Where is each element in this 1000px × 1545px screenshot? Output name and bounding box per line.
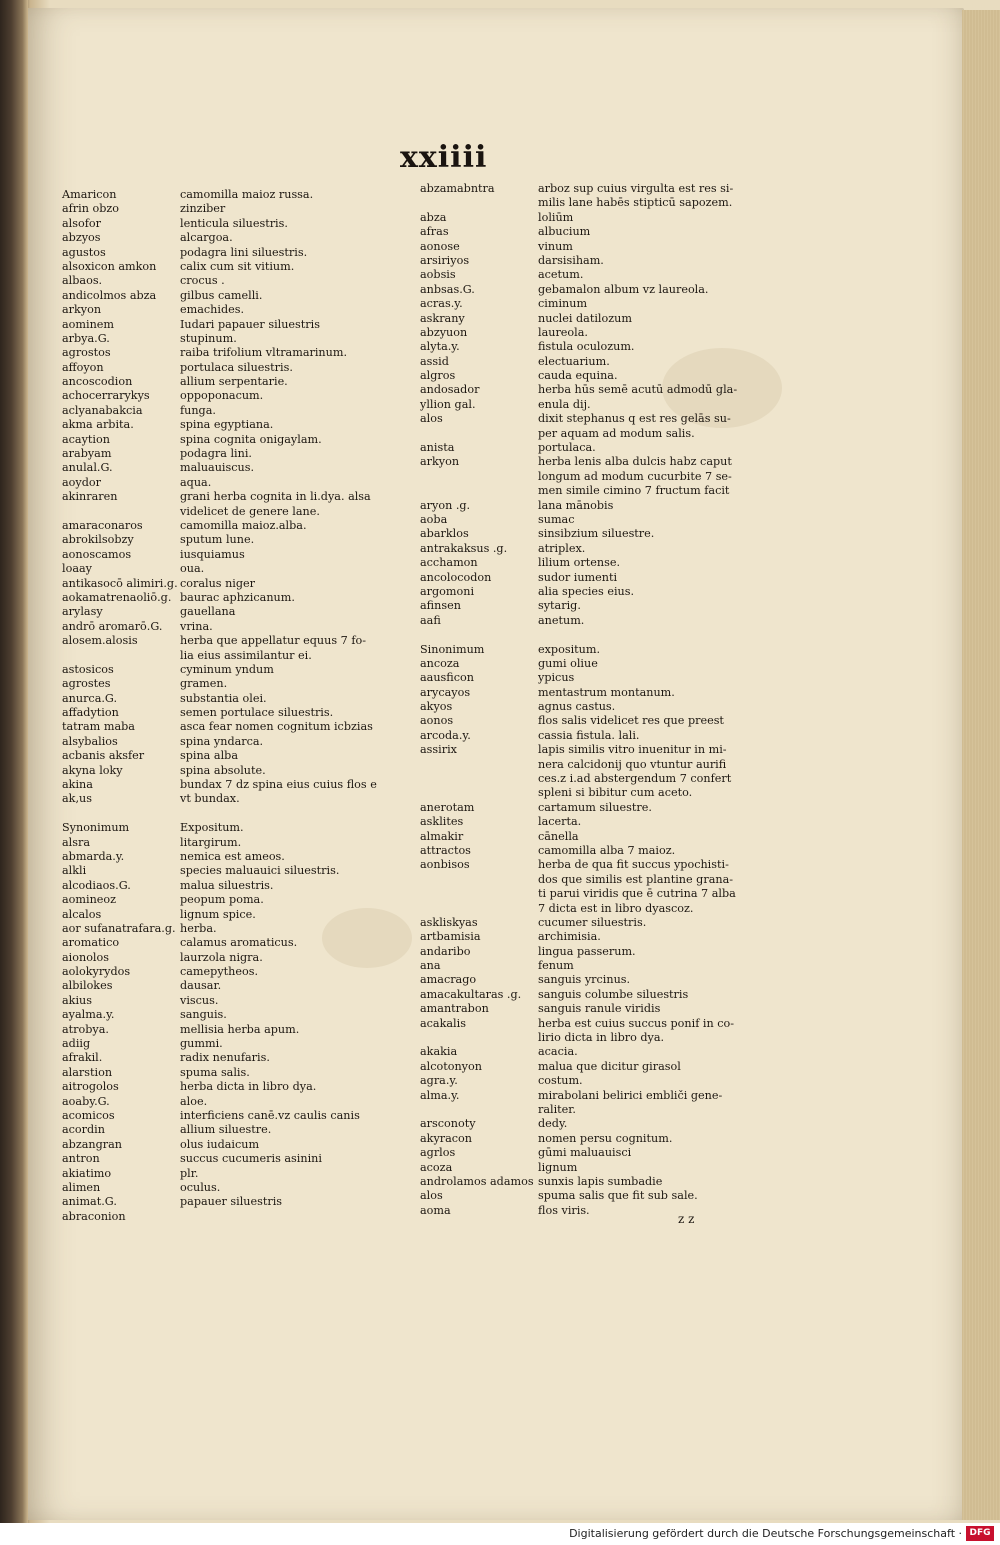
right-term-line (420, 786, 530, 800)
left-definition-line: cyminum yndum (180, 662, 274, 676)
left-definition-line: laurzola nigra. (180, 950, 263, 964)
right-definition-line: herba lenis alba dulcis habz caput (538, 455, 732, 469)
right-definition-line: darsisiham. (538, 253, 604, 267)
left-term-line: afrin obzo (62, 202, 120, 216)
left-definition-line: oua. (180, 562, 205, 576)
right-term-line: afinsen (420, 599, 461, 613)
right-definition-line: loliūm (538, 210, 574, 224)
left-term-line (62, 807, 172, 821)
page-fore-edge (962, 10, 1000, 1520)
right-term-line: acakalis (420, 1016, 466, 1030)
left-term-line: abraconion (62, 1209, 126, 1223)
left-definition-line: mellisia herba apum. (180, 1022, 300, 1036)
right-term-line: anerotam (420, 800, 475, 814)
left-definition-line: vrina. (180, 619, 213, 633)
right-definition-line: lilium ortense. (538, 556, 621, 570)
right-term-line: anbsas.G. (420, 282, 475, 296)
left-definition-line: Iudari papauer siluestris (180, 317, 320, 331)
right-term-line: alos (420, 1189, 443, 1203)
right-term-line (420, 758, 530, 772)
right-definition-line: lapis similis vitro inuenitur in mi- (538, 743, 727, 757)
right-definition-line: cauda equina. (538, 369, 618, 383)
footer-credit-text: Digitalisierung gefördert durch die Deutsche Forschungsgemeinschaft · (569, 1527, 962, 1540)
left-term-line: arkyon (62, 303, 102, 317)
right-term-line: amantrabon (420, 1002, 489, 1016)
right-definition-line: sunxis lapis sumbadie (538, 1174, 663, 1188)
left-definition-line: viscus. (180, 993, 219, 1007)
left-term-line: arbya.G. (62, 331, 110, 345)
right-term-line (420, 873, 530, 887)
left-definition-line: bundax 7 dz spina eius cuius flos e (180, 778, 377, 792)
right-term-line: acras.y. (420, 297, 463, 311)
right-term-line: alos (420, 412, 443, 426)
right-term-line: askrany (420, 311, 465, 325)
right-term-line: alcotonyon (420, 1059, 482, 1073)
left-definition-line: oculus. (180, 1180, 221, 1194)
right-definition-line: sinsibzium siluestre. (538, 527, 655, 541)
left-term-line: agrostos (62, 346, 111, 360)
right-term-line: akakia (420, 1045, 458, 1059)
right-definition-line: ypicus (538, 671, 575, 685)
left-definition-line: spina alba (180, 749, 238, 763)
left-term-line: aominem (62, 317, 115, 331)
left-definition-line: maluauiscus. (180, 461, 255, 475)
left-term-line: animat.G. (62, 1195, 117, 1209)
left-term-line: abrokilsobzy (62, 533, 134, 547)
left-definition-line: alcargoa. (180, 231, 233, 245)
right-definition-line: sudor iumenti (538, 570, 618, 584)
left-definition-line: interficiens canē.vz caulis canis (180, 1109, 360, 1122)
right-definition-line: albucium (538, 225, 591, 239)
left-definition-line: raiba trifolium vltramarinum. (180, 346, 347, 360)
right-term-line: attractos (420, 843, 471, 857)
right-term-line: alyta.y. (420, 340, 460, 354)
right-term-line: assirix (420, 743, 457, 757)
right-term-line: artbamisia (420, 930, 481, 944)
left-definition-line: herba. (180, 921, 217, 935)
right-definition-line: agnus castus. (538, 700, 616, 714)
right-definition-line: herba hūs semē acutū admodū gla- (538, 383, 738, 397)
right-definition-line: gumi oliue (538, 656, 598, 670)
left-term-line: alkli (62, 864, 87, 878)
right-term-line (420, 470, 530, 484)
right-definition-line: alia species eius. (538, 584, 635, 598)
right-definition-line: malua que dicitur girasol (538, 1059, 681, 1073)
right-definition-line: ti parui viridis que ē cutrina 7 alba (538, 887, 736, 901)
right-term-line: aoma (420, 1203, 451, 1217)
left-definition-line: videlicet de genere lane. (180, 504, 320, 518)
right-definition-line: cartamum siluestre. (538, 800, 652, 814)
left-term-line: akiatimo (62, 1166, 112, 1180)
left-definition-line: herba que appellatur equus 7 fo- (180, 634, 366, 648)
left-definition-line: aqua. (180, 475, 212, 489)
left-definition-line (180, 807, 380, 821)
right-definition-line: raliter. (538, 1103, 576, 1116)
right-definition-line: sumac (538, 512, 575, 526)
left-definition-line: baurac aphzicanum. (180, 590, 295, 604)
left-term-line: Amaricon (62, 188, 117, 201)
left-definition-line: herba dicta in libro dya. (180, 1080, 317, 1094)
left-definition-line: dausar. (180, 979, 222, 993)
left-term-line: amaraconaros (62, 518, 143, 532)
left-definition-line: nemica est ameos. (180, 849, 285, 863)
right-term-line: abarklos (420, 527, 469, 541)
left-definition-line: semen portulace siluestris. (180, 706, 334, 720)
right-term-line: ancoza (420, 656, 460, 670)
right-definition-line: nera calcidonij quo vtuntur aurifi (538, 757, 727, 771)
right-definition-line: expositum. (538, 642, 601, 656)
right-term-line: acoza (420, 1160, 453, 1174)
right-term-line: agrlos (420, 1146, 456, 1160)
left-definition-line: crocus . (180, 274, 225, 288)
left-definition-line: camepytheos. (180, 965, 259, 979)
right-definition-line: gūmi maluauisci (538, 1146, 632, 1160)
left-term-line: abmarda.y. (62, 849, 125, 863)
right-term-line: asklites (420, 815, 464, 829)
right-definition-line: nuclei datilozum (538, 311, 632, 325)
left-definition-line: gummi. (180, 1037, 223, 1051)
left-definition-line: coralus niger (180, 576, 256, 590)
left-definition-line: portulaca siluestris. (180, 360, 293, 374)
left-definition-line: sputum lune. (180, 533, 255, 547)
left-term-line: astosicos (62, 662, 114, 676)
left-definition-line: zinziber (180, 202, 226, 216)
right-definition-line: lirio dicta in libro dya. (538, 1031, 665, 1045)
right-term-line: aonose (420, 239, 460, 253)
left-definition-line: asca fear nomen cognitum icbzias (180, 720, 373, 734)
right-definition-line: men simile cimino 7 fructum facit (538, 484, 730, 498)
left-definition-line: Expositum. (180, 821, 244, 835)
left-definition-line: radix nenufaris. (180, 1051, 270, 1065)
left-term-line: aionolos (62, 950, 109, 964)
right-term-line: andaribo (420, 944, 471, 958)
right-definition-line: camomilla alba 7 maioz. (538, 843, 676, 857)
right-definition-line: sytarig. (538, 599, 581, 613)
left-term-line: abzangran (62, 1137, 122, 1151)
right-term-line: alma.y. (420, 1088, 460, 1102)
right-definition-line: per aquam ad modum salis. (538, 426, 695, 440)
left-term-line: ancoscodion (62, 375, 133, 389)
right-definition-line: milis lane habēs stipticū sapozem. (538, 196, 733, 210)
right-definition-line: lingua passerum. (538, 944, 636, 958)
right-term-line: akyracon (420, 1131, 472, 1145)
right-term-line (420, 772, 530, 786)
left-definition-line (180, 1210, 380, 1224)
left-definition-line: lenticula siluestris. (180, 216, 288, 230)
left-term-line: alsoxicon amkon (62, 259, 157, 273)
quire-signature: z z (678, 1212, 695, 1226)
left-definition-line: gilbus camelli. (180, 288, 263, 302)
right-term-line (420, 887, 530, 901)
right-definition-line: cucumer siluestris. (538, 915, 647, 929)
right-definition-line: sanguis yrcinus. (538, 973, 631, 987)
left-term-line: akina (62, 778, 93, 792)
left-definition-line: podagra lini siluestris. (180, 245, 308, 259)
left-term-line: albilokes (62, 979, 113, 993)
right-term-line: aausficon (420, 671, 474, 685)
right-term-line: akyos (420, 700, 453, 714)
right-term-line: arsiriyos (420, 253, 470, 267)
left-definition-line: calix cum sit vitium. (180, 259, 295, 273)
left-definition-line: camomilla maioz.alba. (180, 518, 307, 532)
right-term-line: amacrago (420, 973, 477, 987)
left-term-line: alcodiaos.G. (62, 878, 131, 892)
right-definition-line: acacia. (538, 1045, 578, 1059)
left-term-line: anulal.G. (62, 461, 113, 475)
right-term-line: argomoni (420, 584, 475, 598)
left-term-line: atrobya. (62, 1022, 109, 1036)
right-definition-line: mentastrum montanum. (538, 685, 675, 699)
right-term-line: algros (420, 369, 456, 383)
right-term-line (420, 196, 530, 210)
left-term-line: loaay (62, 562, 92, 576)
left-definition-line: plr. (180, 1166, 199, 1180)
right-term-line: arcoda.y. (420, 728, 471, 742)
right-term-line (420, 427, 530, 441)
left-term-line (62, 649, 172, 663)
right-term-line: abza (420, 210, 447, 224)
left-term-line: arabyam (62, 447, 112, 461)
left-definition-line: peopum poma. (180, 893, 264, 907)
right-term-line: ancolocodon (420, 570, 492, 584)
left-term-line: agrostes (62, 677, 111, 691)
right-term-line: almakir (420, 829, 464, 843)
left-term-line: affadytion (62, 706, 119, 720)
left-definition-line: species maluauici siluestris. (180, 864, 340, 878)
left-definition-line: emachides. (180, 303, 245, 317)
left-definition-line: olus iudaicum (180, 1137, 260, 1151)
left-term-line: aomineoz (62, 893, 117, 907)
right-definition-line: fistula oculozum. (538, 340, 635, 354)
right-term-line: Sinonimum (420, 642, 485, 656)
left-term-line: acaytion (62, 432, 110, 446)
right-definition-line: sanguis columbe siluestris (538, 987, 689, 1001)
right-term-line: anista (420, 441, 455, 455)
left-term-line: alimen (62, 1180, 101, 1194)
left-term-line: alsybalios (62, 734, 118, 748)
right-definition-line: cānella (538, 829, 579, 843)
left-term-line (62, 505, 172, 519)
left-term-line: aromatico (62, 936, 120, 950)
left-term-line: alcalos (62, 907, 102, 921)
right-term-line (420, 628, 530, 642)
left-definition-line: allium siluestre. (180, 1123, 272, 1137)
right-definition-line: atriplex. (538, 541, 586, 555)
right-definition-line (538, 628, 738, 642)
left-term-line: acbanis aksfer (62, 749, 145, 763)
right-term-line: andosador (420, 383, 480, 397)
right-definition-line: spuma salis que fit sub sale. (538, 1189, 698, 1203)
left-term-line: affoyon (62, 360, 104, 374)
left-definition-line: lignum spice. (180, 907, 256, 921)
right-definition-line: archimisia. (538, 930, 601, 944)
left-term-line: andicolmos abza (62, 288, 157, 302)
right-definition-line: 7 dicta est in libro dyascoz. (538, 901, 694, 915)
right-definition-line: costum. (538, 1074, 583, 1088)
right-term-line: yllion gal. (420, 397, 476, 411)
left-term-line: alosem.alosis (62, 634, 138, 648)
right-term-line: ana (420, 959, 441, 973)
left-definition-line: litargirum. (180, 835, 242, 849)
left-term-line: acomicos (62, 1109, 115, 1122)
right-term-line (420, 484, 530, 498)
left-term-line: ak,us (62, 792, 92, 806)
right-term-line: acchamon (420, 556, 478, 570)
right-definition-line: dedy. (538, 1117, 568, 1131)
left-terms-column (62, 188, 178, 1224)
left-term-line: aoaby.G. (62, 1094, 110, 1108)
right-definition-line: laureola. (538, 325, 588, 339)
left-term-line: adiig (62, 1037, 91, 1051)
left-term-line: abzyos (62, 231, 101, 245)
left-definition-line: aloe. (180, 1094, 208, 1108)
left-term-line: aolokyrydos (62, 965, 131, 979)
left-term-line: aoydor (62, 475, 101, 489)
right-term-line: amacakultaras .g. (420, 987, 522, 1001)
right-definition-line: herba de qua fit succus ypochisti- (538, 858, 729, 872)
right-definition-line: arboz sup cuius virgulta est res si- (538, 182, 734, 195)
left-term-line: alarstion (62, 1065, 113, 1079)
right-definition-line: spleni si bibitur cum aceto. (538, 786, 693, 800)
right-term-line: afras (420, 225, 449, 239)
left-definition-line: camomilla maioz russa. (180, 188, 314, 201)
left-term-line: albaos. (62, 274, 103, 288)
right-term-line: abzyuon (420, 325, 468, 339)
right-definition-line: ciminum (538, 297, 588, 311)
right-definition-line: nomen persu cognitum. (538, 1131, 673, 1145)
left-term-line: aokamatrenaoliō.g. (62, 590, 172, 604)
book-spine-edge (0, 0, 28, 1545)
left-term-line: antikasocō alimiri.g. (62, 576, 178, 590)
left-definition-line: iusquiamus (180, 547, 245, 561)
left-term-line: aor sufanatrafara.g. (62, 921, 176, 935)
left-definitions-column (180, 188, 380, 1224)
right-term-line: agra.y. (420, 1074, 458, 1088)
right-term-line: aonos (420, 714, 454, 728)
left-definition-line: malua siluestris. (180, 878, 274, 892)
left-definition-line: gramen. (180, 677, 228, 691)
right-term-line (420, 902, 530, 916)
left-definition-line: spina egyptiana. (180, 418, 274, 432)
right-term-line: assid (420, 354, 449, 368)
left-term-line: andrō aromarō.G. (62, 619, 163, 633)
right-term-line: aonbisos (420, 858, 470, 872)
left-definition-line: calamus aromaticus. (180, 936, 298, 950)
right-definition-line: dixit stephanus q est res gelās su- (538, 412, 731, 426)
left-term-line: arylasy (62, 605, 103, 619)
left-term-line: acordin (62, 1123, 105, 1137)
right-definition-line: electuarium. (538, 354, 610, 368)
left-term-line: anurca.G. (62, 691, 118, 705)
left-term-line: alsra (62, 835, 91, 849)
left-term-line: Synonimum (62, 821, 130, 835)
right-term-line (420, 1031, 530, 1045)
left-definition-line: substantia olei. (180, 691, 267, 705)
right-term-line: abzamabntra (420, 182, 495, 195)
left-definition-line: papauer siluestris (180, 1195, 283, 1209)
right-definition-line: fenum (538, 959, 574, 973)
left-definition-line: spina absolute. (180, 763, 266, 777)
dfg-logo-icon: DFG (966, 1526, 994, 1541)
left-term-line: akius (62, 993, 92, 1007)
right-terms-column (420, 182, 534, 1218)
left-term-line: aclyanabakcia (62, 403, 143, 417)
left-definition-line: spina yndarca. (180, 734, 264, 748)
right-term-line (420, 1103, 530, 1117)
right-definition-line: flos viris. (538, 1203, 590, 1217)
left-term-line: alsofor (62, 216, 101, 230)
left-definition-line: podagra lini. (180, 447, 252, 461)
right-definition-line: mirabolani belirici embliči gene- (538, 1088, 723, 1102)
right-definition-line: longum ad modum cucurbite 7 se- (538, 469, 732, 483)
right-term-line: aafi (420, 613, 441, 627)
left-definition-line: succus cucumeris asinini (180, 1152, 322, 1166)
right-definition-line: anetum. (538, 613, 585, 627)
page-number: xxiiii (400, 140, 488, 175)
right-term-line: antrakaksus .g. (420, 541, 508, 555)
right-term-line: aoba (420, 512, 448, 526)
left-term-line: aitrogolos (62, 1080, 119, 1094)
right-definition-line: ces.z i.ad abstergendum 7 confert (538, 772, 732, 786)
left-term-line: afrakil. (62, 1051, 103, 1065)
left-definition-line: stupinum. (180, 331, 237, 345)
right-term-line: arkyon (420, 455, 460, 469)
right-definition-line: lana mānobis (538, 498, 614, 512)
left-term-line: akyna loky (62, 763, 123, 777)
left-term-line: antron (62, 1152, 100, 1166)
left-term-line: akma arbita. (62, 418, 134, 432)
right-definition-line: dos que similis est plantine grana- (538, 872, 734, 886)
right-definition-line: enula dij. (538, 397, 591, 411)
digitization-footer (0, 1523, 1000, 1545)
left-definition-line: grani herba cognita in li.dya. alsa (180, 490, 371, 504)
right-definition-line: vinum (538, 239, 573, 253)
right-definition-line: lacerta. (538, 815, 582, 829)
right-definitions-column (538, 182, 738, 1218)
right-definition-line: acetum. (538, 268, 584, 282)
right-definition-line: gebamalon album vz laureola. (538, 282, 709, 296)
right-term-line: askliskyas (420, 915, 478, 929)
right-definition-line: lignum (538, 1160, 578, 1174)
left-term-line: agustos (62, 245, 106, 259)
right-term-line: arsconoty (420, 1117, 476, 1131)
right-term-line: androlamos adamos (420, 1174, 534, 1188)
left-definition-line: sanguis. (180, 1008, 227, 1022)
left-definition-line: vt bundax. (180, 792, 240, 806)
left-definition-line: spuma salis. (180, 1065, 250, 1079)
left-term-line: achocerrarykys (62, 389, 150, 403)
right-definition-line: herba est cuius succus ponif in co- (538, 1016, 735, 1030)
left-definition-line: gauellana (180, 605, 236, 619)
left-definition-line: funga. (180, 403, 216, 417)
left-definition-line: allium serpentarie. (180, 375, 288, 389)
left-definition-line: spina cognita onigaylam. (180, 432, 322, 446)
left-term-line: tatram maba (62, 720, 135, 734)
right-term-line: arycayos (420, 685, 471, 699)
left-term-line: aonoscamos (62, 547, 132, 561)
right-term-line: aobsis (420, 268, 456, 282)
left-definition-line: lia eius assimilantur ei. (180, 648, 312, 662)
left-term-line: akinraren (62, 490, 118, 504)
right-definition-line: sanguis ranule viridis (538, 1002, 661, 1016)
right-term-line: aryon .g. (420, 498, 471, 512)
right-definition-line: flos salis videlicet res que preest (538, 714, 724, 728)
right-definition-line: portulaca. (538, 441, 596, 455)
left-term-line: ayalma.y. (62, 1008, 115, 1022)
right-definition-line: cassia fistula. lali. (538, 728, 640, 742)
left-definition-line: oppoponacum. (180, 389, 264, 403)
